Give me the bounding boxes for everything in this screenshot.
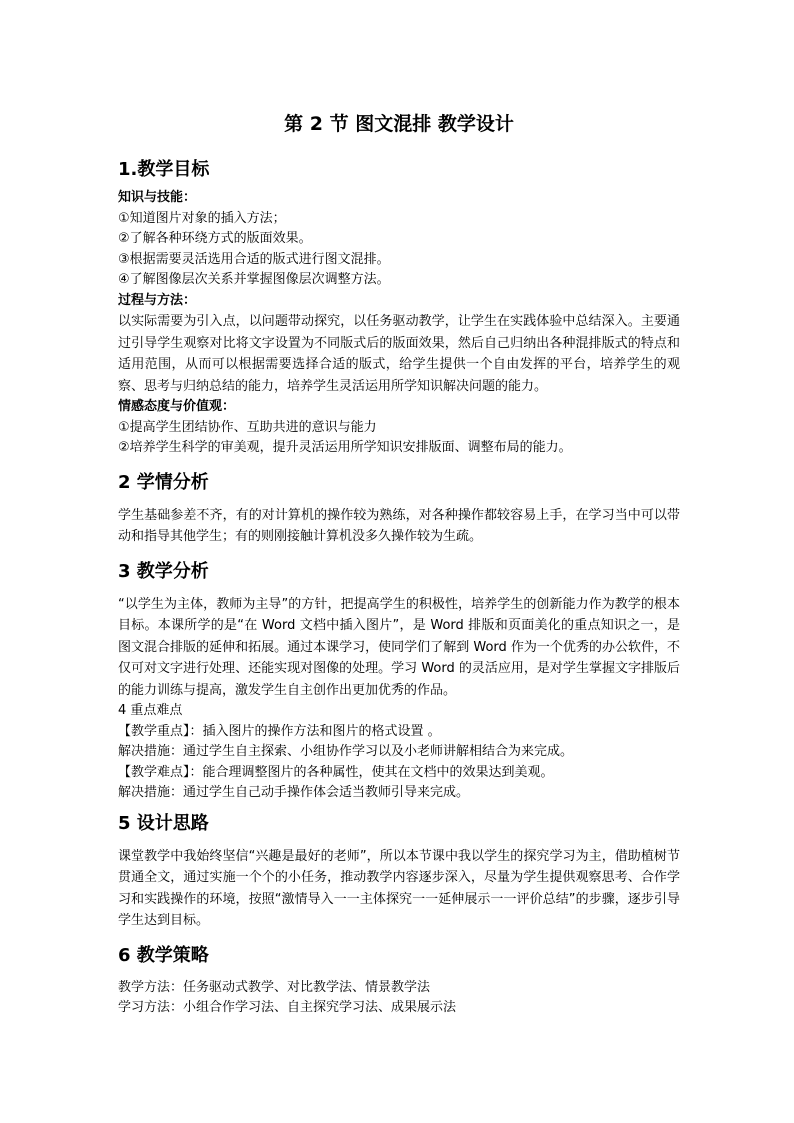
- section-heading-learner-analysis: 2 学情分析: [118, 471, 209, 493]
- emotion-item: ②培养学生科学的审美观，提升灵活运用所学知识安排版面、调整布局的能力。: [118, 440, 572, 455]
- section-heading-teaching-strategy: 6 教学策略: [118, 944, 209, 966]
- difficulty-solution: 解决措施：通过学生自己动手操作体会适当教师引导来完成。: [118, 785, 470, 800]
- design-idea-paragraph: 课堂教学中我始终坚信“兴趣是最好的老师”，所以本节课中我以学生的探究学习为主，借助植树节贯通全文，通过实施一个个的小任务，推动教学内容逐步深入，尽量为学生提供观察思考、合作学习和实践操作的环境，按照“激情导入一一主体探究一一延伸展示一一评价总结”的步骤，逐步引导学生达到目标。: [118, 848, 680, 928]
- teaching-method: 教学方法：任务驱动式教学、对比教学法、情景教学法: [118, 979, 431, 995]
- difficulty-point: 【教学难点】：能合理调整图片的各种属性，使其在文档中的效果达到美观。: [118, 764, 554, 780]
- emotion-item: ①提高学生团结协作、互助共进的意识与能力: [118, 419, 377, 435]
- key-point: 【教学重点】：插入图片的操作方法和图片的格式设置 。: [118, 723, 441, 739]
- knowledge-item: ①知道图片对象的插入方法；: [118, 210, 286, 226]
- learner-analysis-paragraph: 学生基础参差不齐，有的对计算机的操作较为熟练，对各种操作都较容易上手，在学习当中可以带动和指导其他学生；有的则刚接触计算机没多久操作较为生疏。: [118, 507, 680, 544]
- subheading-knowledge-skills: 知识与技能：: [118, 190, 197, 205]
- subheading-process-methods: 过程与方法：: [118, 292, 197, 308]
- section-heading-teaching-goals: 1.教学目标: [118, 159, 210, 180]
- key-point-solution: 解决措施：通过学生自主探索、小组协作学习以及小老师讲解相结合为来完成。: [118, 744, 574, 759]
- teaching-analysis-paragraph: “以学生为主体，教师为主导”的方针，把提高学生的积极性，培养学生的创新能力作为教学的根本目标。本课所学的是“在 Word 文档中插入图片”，是 Word 排版和页面美化的重点知识之一，是图文混合排版的延伸和拓展。通过本课学习，使同学们了解到 Word 作为一个优秀的办公软件，不仅可对文字进行处理、还能实现对图像的处理。学习 Word 的灵活应用，是对学生掌握文字排版后的能力训练与提高，激发学生自主创作出更加优秀的作品。: [118, 596, 680, 698]
- document-title: 第 2 节 图文混排 教学设计: [284, 113, 514, 135]
- knowledge-item: ④了解图像层次关系并掌握图像层次调整方法。: [118, 272, 390, 287]
- subheading-emotion-values: 情感态度与价值观：: [118, 399, 236, 414]
- knowledge-item: ③根据需要灵活选用合适的版式进行图文混排。: [118, 251, 390, 267]
- section-heading-teaching-analysis: 3 教学分析: [118, 560, 209, 582]
- document-content: [118, 110, 680, 1019]
- learning-method: 学习方法：小组合作学习法、自主探究学习法、成果展示法: [118, 1000, 457, 1015]
- key-difficulty-heading: 4 重点难点: [118, 703, 183, 718]
- section-heading-design-idea: 5 设计思路: [118, 812, 209, 834]
- knowledge-item: ②了解各种环绕方式的版面效果。: [118, 231, 312, 246]
- process-paragraph: 以实际需要为引入点，以问题带动探究，以任务驱动教学，让学生在实践体验中总结深入。主要通过引导学生观察对比将文字设置为不同版式后的版面效果，然后自己归纳出各种混排版式的特点和适用范围，从而可以根据需要选择合适的版式，给学生提供一个自由发挥的平台，培养学生的观察、思考与归纳总结的能力，培养学生灵活运用所学知识解决问题的能力。: [118, 314, 680, 394]
